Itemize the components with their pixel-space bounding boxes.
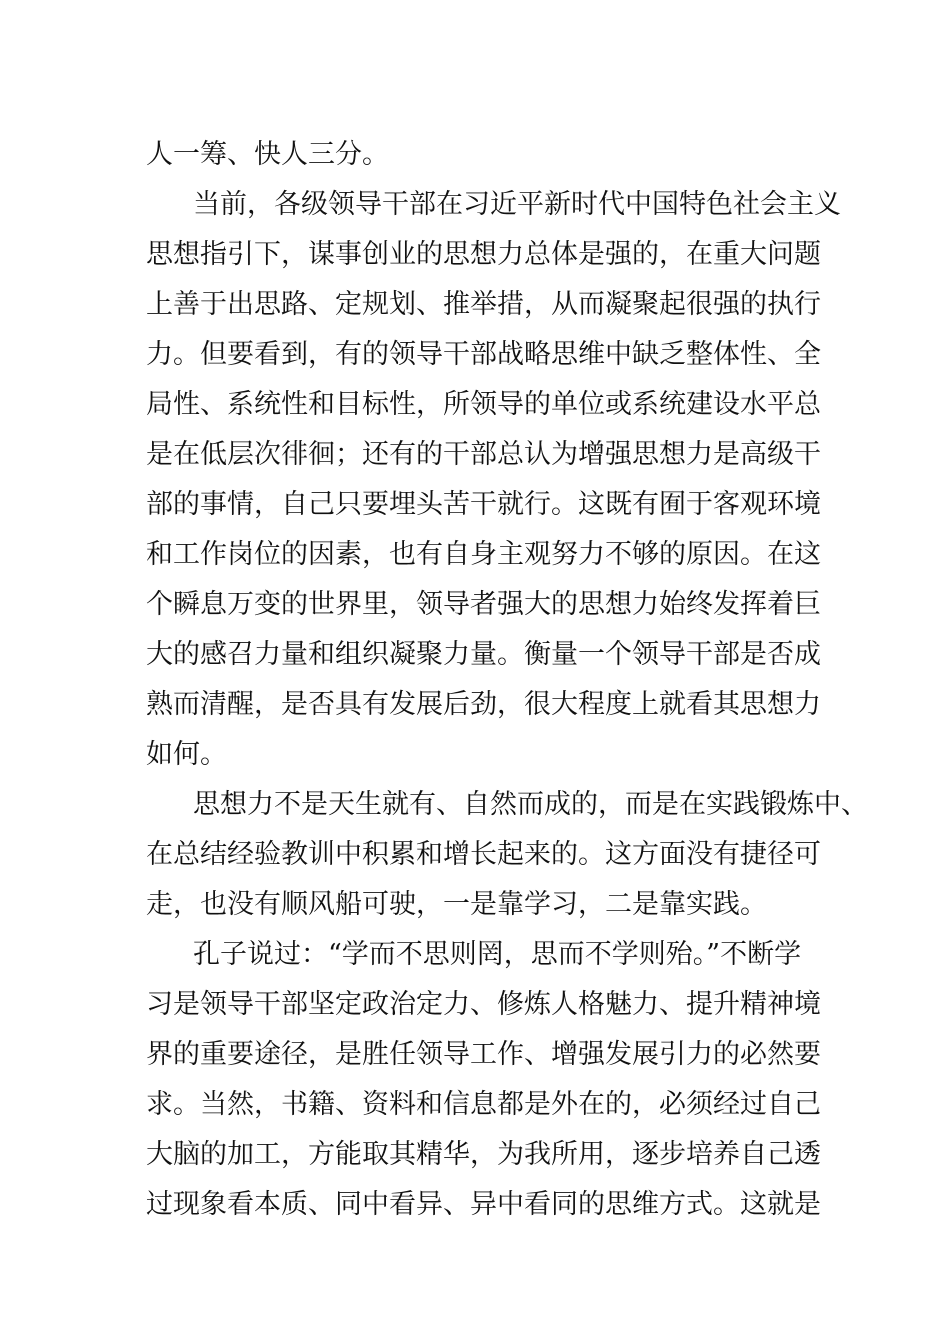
text-line: 在总结经验教训中积累和增长起来的。这方面没有捷径可 — [146, 839, 821, 870]
text-line: 过现象看本质、同中看异、异中看同的思维方式。这就是 — [146, 1189, 821, 1220]
text-line: 是在低层次徘徊；还有的干部总认为增强思想力是高级干 — [146, 439, 821, 470]
paragraph-first-line: 当前，各级领导干部在习近平新时代中国特色社会主义 — [193, 189, 841, 220]
text-line: 走，也没有顺风船可驶，一是靠学习，二是靠实践。 — [146, 889, 767, 920]
text-line: 力。但要看到，有的领导干部战略思维中缺乏整体性、全 — [146, 339, 821, 370]
text-line: 求。当然，书籍、资料和信息都是外在的，必须经过自己 — [146, 1089, 821, 1120]
text-line: 个瞬息万变的世界里，领导者强大的思想力始终发挥着巨 — [146, 589, 821, 620]
text-line: 熟而清醒，是否具有发展后劲，很大程度上就看其思想力 — [146, 689, 821, 720]
text-line: 大的感召力量和组织凝聚力量。衡量一个领导干部是否成 — [146, 639, 821, 670]
text-line: 习是领导干部坚定政治定力、修炼人格魅力、提升精神境 — [146, 989, 821, 1020]
text-line: 部的事情，自己只要埋头苦干就行。这既有囿于客观环境 — [146, 489, 821, 520]
paragraph-first-line: 思想力不是天生就有、自然而成的，而是在实践锻炼中、 — [193, 789, 868, 820]
text-line: 上善于出思路、定规划、推举措，从而凝聚起很强的执行 — [146, 289, 821, 320]
text-line: 人一筹、快人三分。 — [146, 139, 389, 170]
text-line: 如何。 — [146, 739, 227, 770]
text-line: 思想指引下，谋事创业的思想力总体是强的，在重大问题 — [146, 239, 821, 270]
text-line: 和工作岗位的因素，也有自身主观努力不够的原因。在这 — [146, 539, 821, 570]
text-line: 界的重要途径，是胜任领导工作、增强发展引力的必然要 — [146, 1039, 821, 1070]
paragraph-first-line: 孔子说过：“学而不思则罔，思而不学则殆。”不断学 — [193, 939, 802, 970]
text-line: 局性、系统性和目标性，所领导的单位或系统建设水平总 — [146, 389, 821, 420]
text-line: 大脑的加工，方能取其精华，为我所用，逐步培养自己透 — [146, 1139, 821, 1170]
